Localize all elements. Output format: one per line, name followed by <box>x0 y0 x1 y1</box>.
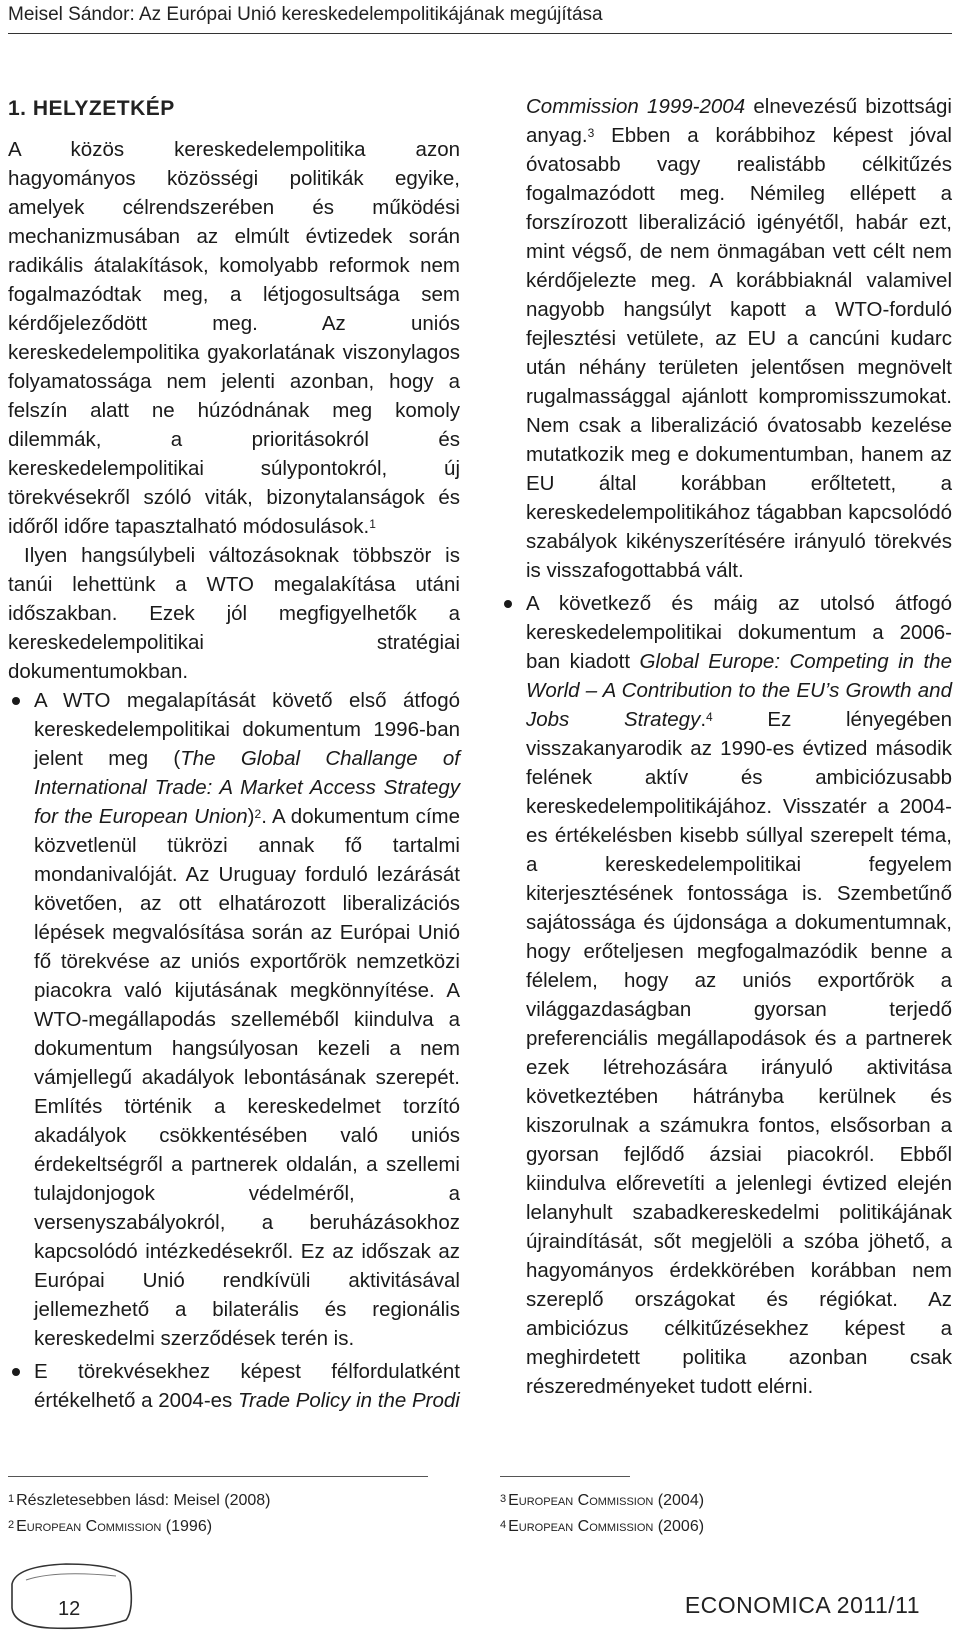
continuation-text-b: Ebben a korábbihoz képest jóval óvatosabb vagy realistább célkitűzés fogalmazódott meg. Némileg ellépett a forszírozott liberalizáció igényétől, habár ezt, mint végső, de nem önmagában vett célt nem kérdőjelezte meg. A korábbiaknál valamivel nagyobb hangsúlyt kapott a WTO-forduló fejlesztési vetülete, az EU a cancúni kudarc után néhány területen jelentősen megnövelt rugalmassággal ajánlott kompromisszumokat. Nem csak a liberalizáció óvatosabb kezelése mutatkozik meg e dokumentumban, hanem az EU által korábban erőltetett, a kereskedelempolitikához tágabban kapcsolódó szabályok kikényszerítésére irányuló törekvés is visszafogottabbá vált. <box>526 124 952 582</box>
bullet-2-doc-title-cont: Commission 1999-2004 <box>526 95 746 118</box>
footnote-2-number: 2 <box>8 1519 15 1531</box>
footnote-3-number: 3 <box>500 1493 507 1505</box>
footnote-separator-left <box>8 1476 428 1477</box>
footnote-ref-3: 3 <box>587 126 595 140</box>
footnote-4-number: 4 <box>500 1519 507 1531</box>
footnote-separator-right <box>500 1476 630 1477</box>
footnote-2 <box>8 1514 270 1540</box>
footnote-3 <box>500 1488 704 1514</box>
bullet-2-continuation <box>500 92 952 585</box>
bullet-item-3 <box>500 589 952 1401</box>
bullet-2-doc-title: Trade Policy in the Prodi <box>238 1389 460 1412</box>
continuation-text-a: elnevezésű bizottsági anyag. <box>526 95 952 147</box>
bullet-3-text-a: A következő és máig az utolsó átfogó kereskedelempolitikai dokumentum a 2006-ban kiadott <box>526 592 952 673</box>
page-number: 12 <box>58 1598 81 1620</box>
paragraph-2: Ilyen hangsúlybeli változásoknak többször is tanúi lehettünk a WTO megalakítása utáni időszakban. Ezek jól megfigyelhetők a kereskedelempolitikai stratégiai dokumentumokban. <box>8 544 460 683</box>
left-column <box>8 94 460 1415</box>
bullet-2-text-a: E törekvésekhez képest félfordulatként értékelhető a 2004-es <box>34 1360 460 1412</box>
footnote-ref-2: 2 <box>254 807 262 821</box>
bullet-item-2 <box>8 1357 460 1415</box>
footnote-3-text: European Commission (2004) <box>508 1492 705 1509</box>
bullet-1-text-a: A WTO megalapítását követő első átfogó kereskedelempolitikai dokumentum 1996-ban jelent meg ( <box>34 689 460 770</box>
right-column <box>500 92 952 1401</box>
footnotes-left <box>8 1488 270 1540</box>
bullet-list-left <box>8 686 460 1415</box>
bullet-item-1 <box>8 686 460 1353</box>
page-number-badge-icon <box>6 1560 146 1632</box>
footnotes-right <box>500 1488 704 1540</box>
footnote-1-text: Részletesebben lásd: Meisel (2008) <box>16 1492 271 1509</box>
paragraph-1-text: A közös kereskedelempolitika azon hagyományos közösségi politikák egyike, amelyek célrendszerében és működési mechanizmusában az elmúlt évtizedek során radikális átalakítások, komolyabb reformok nem fogalmazódtak meg, a létjogosultsága sem kérdőjeleződött meg. Az uniós kereskedelempolitika gyakorlatának viszonylagos folyamatossága nem jelenti azonban, hogy a felszín alatt ne húzódnának meg komoly dilemmák, a prioritásokról és kereskedelempolitikai súlypontokról, új törekvésekről szóló viták, bizonytalanságok és időről időre tapasztalható módosulások. <box>8 138 460 538</box>
paragraph-1 <box>8 135 460 541</box>
footnote-2-text: European Commission (1996) <box>16 1518 213 1535</box>
running-title: Meisel Sándor: Az Európai Unió kereskedelempolitikájának megújítása <box>8 4 952 34</box>
bullet-1-doc-title: The Global Challange of International Trade: A Market Access Strategy for the European Union <box>34 747 460 828</box>
footnote-4 <box>500 1514 704 1540</box>
section-heading: 1. HELYZETKÉP <box>8 97 175 120</box>
bullet-list-right <box>500 589 952 1401</box>
bullet-3-text-b: . <box>700 708 707 731</box>
journal-issue: ECONOMICA 2011/11 <box>684 1592 920 1618</box>
bullet-1-text-c: . A dokumentum címe közvetlenül tükrözi annak fő tartalmi mondanivalóját. Az Uruguay forduló lezárását követően, az ott elhatározott liberalizációs lépések megvalósítása során az Európai Unió fő törekvése az uniós exportőrök nemzetközi piacokra való kijutásának megkönnyítése. A WTO-megállapodás szelleméből kiindulva a dokumentum hangsúlyosan kezeli a nem vámjellegű akadályok lebontásának szerepét. Említés történik a kereskedelmet torzító akadályok csökkentésében való uniós érdekeltségről a partnerek oldalán, a szellemi tulajdonjogok védelméről, a versenyszabályokról, a beruházásokhoz kapcsolódó intézkedésekről. Ez az időszak az Európai Unió rendkívüli aktivitásával jellemezhető a bilaterális és regionális kereskedelmi szerződések terén is. <box>34 805 460 1350</box>
footnote-ref-4: 4 <box>706 710 713 724</box>
footnote-ref-1: 1 <box>369 517 376 531</box>
bullet-3-text-c: Ez lényegében visszakanyarodik az 1990-es évtized második felének aktív és ambiciózusabb kereskedelempolitikájához. Visszatér a 2004-es értékelésben kisebb súllyal szerepelt téma, a kereskedelempolitikai fegyelem kiterjesztésének fontossága is. Szembetűnő sajátossága és újdonsága a dokumentumnak, hogy erőteljesen megfogalmazódik benne a félelem, hogy az uniós exportőrök a világgazdaságban gyorsan terjedő preferenciális megállapodások és a partnerek ezek létrehozására irányuló aktivitása következtében hátrányba kerülnek és kiszorulnak a számukra fontos, elsősorban a gyorsan fejlődő ázsiai piacokról. Ebből kiindulva előrevetíti a jelenlegi évtized elején lelanyhult szabadkereskedelmi politikájának újraindítását, sőt megjelöli a szóba jöhető, a hagyományos érdekkörében korábban nem szereplő országokat és régiókat. Az ambiciózus célkitűzésekhez képest a meghirdetett politika azonban csak részeredményeket tudott elérni. <box>526 708 953 1398</box>
bullet-3-doc-title: Global Europe: Competing in the World – A Contribution to the EU’s Growth and Jobs Strategy <box>526 650 952 731</box>
bullet-1-text-b: ) <box>247 805 255 828</box>
footnote-1-number: 1 <box>8 1493 15 1505</box>
footnote-1 <box>8 1488 270 1514</box>
footnote-4-text: European Commission (2006) <box>508 1518 705 1535</box>
